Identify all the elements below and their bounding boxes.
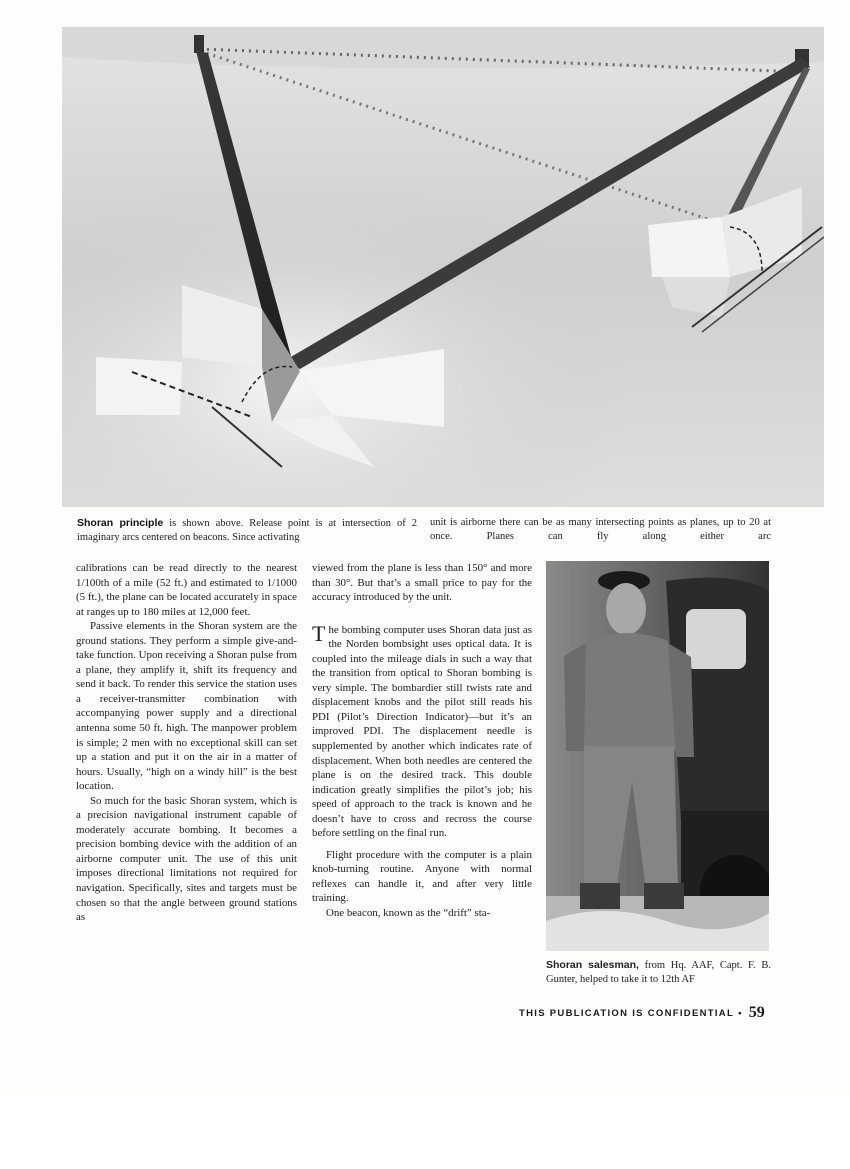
photo-caption: Shoran salesman, from Hq. AAF, Capt. F. B. Gunter, helped to take it to 12th AF [546,959,771,985]
page-number: 59 [748,1004,765,1021]
illustration-caption-left: Shoran principle is shown above. Release point is at intersection of 2 imaginary arcs centered on beacons. Since activating [77,517,417,543]
scan-margin [0,1094,850,1169]
left-beacon-tower [194,35,204,53]
drop-cap: T [312,620,326,646]
footer-bullet: • [738,1008,743,1019]
confidential-notice: THIS PUBLICATION IS CONFIDENTIAL [519,1008,735,1019]
page-footer [519,1004,769,1022]
text-column-1 [76,561,297,925]
column1-paragraph-1: calibrations can be read directly to the nearest 1/100th of a mile (52 ft.) and estimated to 1/1000 (5 ft.), the plane can be located accurately in space at ranges up to 180 miles at 12,000 feet. [76,562,297,618]
column2-paragraph-4: One beacon, known as the “drift” sta- [326,907,491,920]
column2-paragraph-3: Flight procedure with the computer is a plain knob-turning routine. Anyone with normal reflexes can handle it, and after very little training. [312,848,532,905]
column2-paragraph-2: The bombing computer uses Shoran data just as the Norden bombsight uses optical data. It is coupled into the mileage dials in such a way that the transition from optical to Shoran bombing is very simple. The bombardier still twists rate and displacement knobs and the pilot still reads his PDI (Pilot’s Direction Indicator)—but it’s an improved PDI. The displacement needle is supplemented by another which indicates rate of displacement. When both needles are centered the plane is on the desired track. This double indication greatly simplifies the pilot’s job; his speed of approach to the track is known and he doesn’t have to cross and recross the course before settling on the final run. [312,620,532,840]
illustration-caption-right: unit is airborne there can be as many intersecting points as planes, up to 20 at once. Planes can fly along either arc [430,517,771,542]
column1-paragraph-3: So much for the basic Shoran system, which is a precision navigational instrument capable of moderately accurate bombing. It becomes a precision bombing device with the addition of an airborne computer unit. The use of this unit imposes directional limitations not required for navigation. Specifically, sites and targets must be chosen so that the angle between ground stations as [76,794,297,924]
column1-paragraph-2: Passive elements in the Shoran system are the ground stations. They perform a simple give-and-take function. Upon receiving a Shoran pulse from a plane, they amplify it, shift its frequency and send it back. To render this service the station uses a receiver-transmitter combination with accompanying power supply and a directional antenna some 50 ft. high. The manpower problem is simple; 2 men with no exceptional skill can set up a station and put it on the air in a matter of hours. Usually, “high on a windy hill” is the best location. [76,620,297,793]
column2-paragraph-1: viewed from the plane is less than 150° and more than 30°. But that’s a small price to pay for the accuracy introduced by the unit. [312,562,532,604]
shoran-principle-illustration [62,27,824,507]
shoran-salesman-photo [546,561,769,951]
text-column-2 [312,561,532,921]
